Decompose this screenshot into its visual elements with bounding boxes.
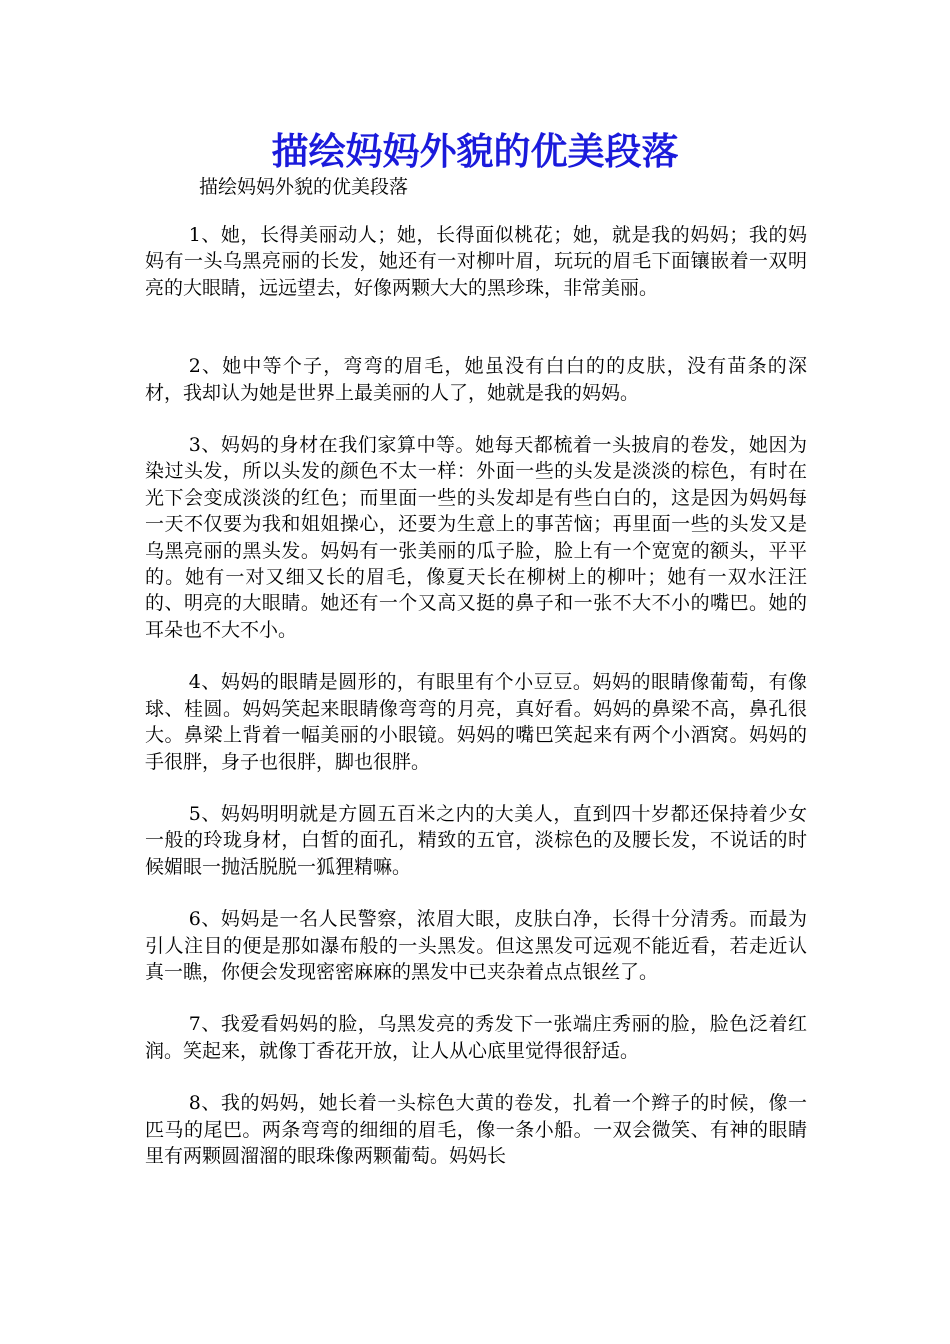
document-body <box>145 222 807 1169</box>
paragraph-5: 5、妈妈明明就是方圆五百米之内的大美人，直到四十岁都还保持着少女一般的玲珑身材，白皙的面孔，精致的五官，淡棕色的及腰长发，不说话的时候媚眼一抛活脱脱一狐狸精嘛。 <box>145 802 807 878</box>
document-title: 描绘妈妈外貌的优美段落 <box>271 129 679 173</box>
paragraph-1: 1、她，长得美丽动人；她，长得面似桃花；她，就是我的妈妈；我的妈妈有一头乌黑亮丽的长发，她还有一对柳叶眉，玩玩的眉毛下面镶嵌着一双明亮的大眼睛，远远望去，好像两颗大大的黑珍珠，非常美丽。 <box>145 224 807 299</box>
document-subtitle: 描绘妈妈外貌的优美段落 <box>199 176 409 198</box>
paragraph-4: 4、妈妈的眼睛是圆形的，有眼里有个小豆豆。妈妈的眼睛像葡萄，有像球、桂圆。妈妈笑起来眼睛像弯弯的月亮，真好看。妈妈的鼻梁不高，鼻孔很大。鼻梁上背着一幅美丽的小眼镜。妈妈的嘴巴笑起来有两个小酒窝。妈妈的手很胖，身子也很胖，脚也很胖。 <box>145 671 807 773</box>
paragraph-spacer <box>145 775 807 801</box>
paragraph-spacer <box>145 985 807 1011</box>
paragraph-7: 7、我爱看妈妈的脸，乌黑发亮的秀发下一张端庄秀丽的脸，脸色泛着红润。笑起来，就像丁香花开放，让人从心底里觉得很舒适。 <box>145 1013 807 1062</box>
paragraph-spacer <box>145 406 807 432</box>
paragraph-spacer <box>145 1064 807 1090</box>
paragraph-3: 3、妈妈的身材在我们家算中等。她每天都梳着一头披肩的卷发，她因为染过头发，所以头发的颜色不太一样：外面一些的头发是淡淡的棕色，有时在光下会变成淡淡的红色；而里面一些的头发却是有些白白的，这是因为妈妈每一天不仅要为我和姐姐操心，还要为生意上的事苦恼；再里面一些的头发又是乌黑亮丽的黑头发。妈妈有一张美丽的瓜子脸，脸上有一个宽宽的额头，平平的。她有一对又细又长的眉毛，像夏天长在柳树上的柳叶；她有一双水汪汪的、明亮的大眼睛。她还有一个又高又挺的鼻子和一张不大不小的嘴巴。她的耳朵也不大不小。 <box>145 434 807 641</box>
paragraph-spacer <box>145 880 807 906</box>
paragraph-spacer <box>145 643 807 669</box>
paragraph-spacer <box>145 301 807 353</box>
paragraph-8: 8、我的妈妈，她长着一头棕色大黄的卷发，扎着一个辫子的时候，像一匹马的尾巴。两条弯弯的细细的眉毛，像一条小船。一双会微笑、有神的眼睛里有两颗圆溜溜的眼珠像两颗葡萄。妈妈长 <box>145 1092 807 1167</box>
paragraph-6: 6、妈妈是一名人民警察，浓眉大眼，皮肤白净，长得十分清秀。而最为引人注目的便是那如瀑布般的一头黑发。但这黑发可远观不能近看，若走近认真一瞧，你便会发现密密麻麻的黑发中已夹杂着点点银丝了。 <box>145 908 807 983</box>
paragraph-2: 2、她中等个子，弯弯的眉毛，她虽没有白白的的皮肤，没有苗条的深材，我却认为她是世界上最美丽的人了，她就是我的妈妈。 <box>145 355 807 404</box>
